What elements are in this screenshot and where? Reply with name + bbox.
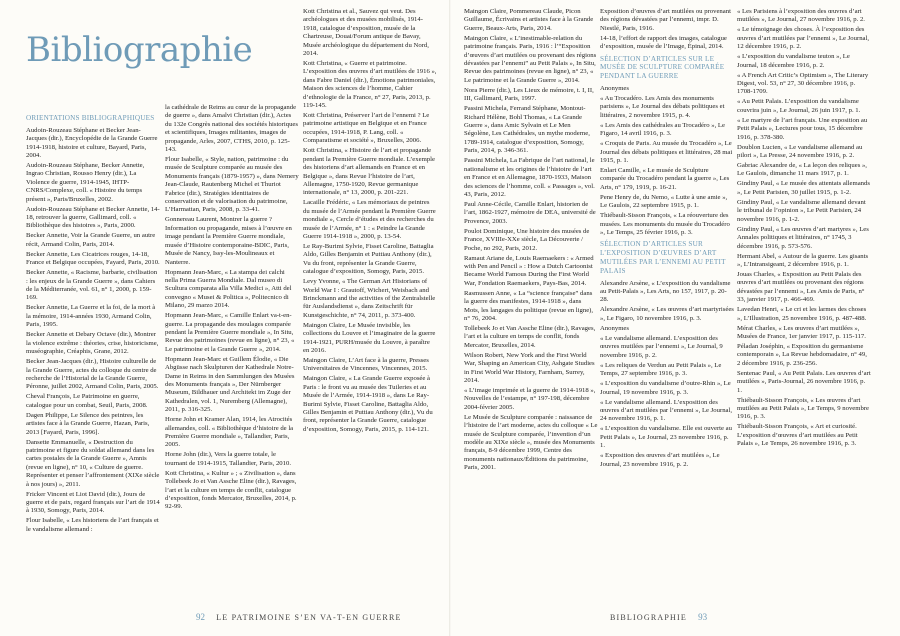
section-heading: SÉLECTION D’ARTICLES SUR LE MUSÉE DE SCULPTURE COMPARÉE PENDANT LA GUERRE — [600, 54, 725, 81]
bibliography-entry: Becker Annette, Voir la Grande Guerre, un autre récit, Armand Colin, Paris, 2014. — [26, 232, 156, 248]
bibliography-entry: « Croquis de Paris. Au musée du Trocadéro », Le Journal des débats politiques et littéraires, 28 mai 1915, p. 1. — [600, 140, 733, 165]
bibliography-entry: Dansette Emmanuelle, « Destruction du patrimoine et figure du soldat allemand dans les cartes postales de la Grande Guerre », Amnis (revue en ligne), n° 10, « Culture de guerre. Représenter et penser l’affrontement (XIXe siècle à nos jours) », 2011. — [26, 438, 160, 488]
bibliography-entry: Le Musée de Sculpture comparée : naissance de l’histoire de l’art moderne, actes du colloque « Le musée de Sculpture comparée, l’invention d’un modèle au XIXe siècle », musée des Monuments français, 8-9 décembre 1999, Centre des monuments nationaux/Éditions du patrimoine, Paris, 2001. — [464, 413, 598, 472]
bibliography-entry: Gindiny Paul, « Le vandalisme allemand devant le tribunal de l’opinion », Le Petit Parisien, 24 novembre 1916, p. 1-2. — [737, 198, 866, 223]
bibliography-entry: Becker Annette, La Guerre et la foi, de la mort à la mémoire, 1914-années 1930, Armand Colin, Paris, 1995. — [26, 304, 156, 329]
bibliography-entry: Ramaut Ariane de, Louis Raemaekers : « Armed with Pen and Pencil » : How a Dutch Cartoonist Became World Famous During the First World War, Fondation Raemaekers, Pays-Bas, 2014. — [464, 254, 594, 287]
bibliography-entry: « L’exposition du vandalisme d’outre-Rhin », Le Journal, 19 novembre 1916, p. 3. — [600, 380, 731, 396]
bibliography-entry: Becker Annette et Debary Octave (dir.), Montrer la violence extrême : théories, crise, historicisme, muséographie, Créaphis, Grane, 2012. — [26, 331, 159, 356]
bibliography-entry: Flour Isabelle, « Les historiens de l’art français et le vandalisme allemand : — [26, 517, 159, 533]
running-title: BIBLIOGRAPHIE — [610, 613, 687, 622]
bibliography-entry: Mérat Charles, « Les œuvres d’art mutilées », Musées de France, 1er janvier 1917, p. 115-117. — [737, 324, 866, 340]
right-page — [450, 0, 900, 636]
bibliography-entry: Gonnereau Laurent, Montrer la guerre ? Information ou propagande, mises à l’œuvre en image pendant la Première Guerre mondiale, musée d’Histoire contemporaine-BDIC, Paris, Musée de Nancy, Issy-les-Moulineaux et Nanterre. — [165, 216, 292, 266]
bibliography-entry: « Le vandalisme allemand. L’exposition des œuvres mutilées par l’ennemi », Le Journal, 9 novembre 1916, p. 2. — [600, 334, 723, 359]
bibliography-entry: « L’exposition du vandalisme teuton », Le Journal, 18 décembre 1916, p. 2. — [737, 53, 850, 69]
entry-list — [26, 127, 160, 534]
bibliography-entry: « Les Amis des cathédrales au Trocadéro », Le Figaro, 14 avril 1916, p. 3. — [600, 121, 725, 138]
entry-list — [165, 104, 299, 512]
bibliography-entry: « Au Trocadéro. Les Amis des monuments parisiens », Le Journal des débats politiques et littéraires, 2 novembre 1915, p. 4. — [600, 95, 725, 119]
bibliography-entry: « Au Petit Palais. L’exposition du vandalisme couvrira juin », Le Journal, 26 juin 1917, p. 1. — [737, 98, 861, 114]
bibliography-entry: Horne John et Kramer Alan, 1914, les Atrocités allemandes, coll. « Bibliothèque d’histoire de la Première Guerre mondiale », Tallandier, Paris, 2005. — [165, 416, 294, 449]
bibliography-entry: Sentenac Paul, « Au Petit Palais. Les œuvres d’art mutilées », Paris-Journal, 26 novembre 1916, p. 1. — [737, 369, 871, 394]
bibliography-entry: Becker Jean-Jacques (dir.), Histoire culturelle de la Grande Guerre, actes du colloque du centre de recherche de l’Historial de la Grande Guerre, Péronne, juillet 2002, Armand Colin, Paris, 2005. — [26, 358, 159, 391]
bibliography-entry: Gindiny Paul, « Le musée des attentats allemands », Le Petit Parisien, 30 juillet 1915, p. 1-2. — [737, 180, 870, 196]
page-number: 92 — [196, 612, 205, 622]
bibliography-entry: Audoin-Rouzeau Stéphane, Becker Annette, Ingrao Christian, Rousso Henry (dir.), La Violence de guerre, 1914-1945, IHTP-CNRS/Complexe, coll. « Histoire du temps présent », Paris/Bruxelles, 2002. — [26, 162, 145, 203]
bibliography-column-6 — [737, 8, 871, 450]
running-title: LE PATRIMOINE S’EN VA-T-EN GUERRE — [216, 613, 402, 622]
bibliography-column-5 — [600, 8, 734, 471]
bibliography-entry: Maingon Claire, Le Musée invisible, les collections du Louvre et l’imaginaire de la guerre 1914-1921, PURH/musée du Louvre, à paraître en 2016. — [303, 321, 436, 354]
bibliography-entry: Hopmann Jean-Marc, « La stampa dei calchi nella Prima Guerra Mondiale. Dal museo di Scultura comparata alla Villa Medici », Atti del convegno « Musei & Politica », Politecnico di Milano, 29 marzo 2014. — [165, 268, 292, 310]
bibliography-entry: Thiébault-Sisson François, « Les œuvres d’art mutilées au Petit Palais », Le Temps, 9 novembre 1916, p. 3. — [737, 396, 870, 421]
bibliography-entry: Maingon Claire, « L’inestimable-relation du patrimoine français. Paris, 1916 : l’“Exposition d’œuvres d’art mutilées ou provenant des régions dévastées par l’ennemi” au Petit Palais », In Situ, Revue des patrimoines (revue en ligne), n° 23, « Le patrimoine et la Grande Guerre », 2014. — [464, 34, 597, 84]
bibliography-entry: Maingon Claire, L’Art face à la guerre, Presses Universitaires de Vincennes, Vincennes, 2015. — [303, 357, 429, 373]
bibliography-entry: Pene Henry de, du Nemo, « Lutte à une amie », Le Gaulois, 22 septembre 1915, p. 1. — [600, 193, 728, 210]
bibliography-entry: Anonymes — [600, 85, 629, 93]
bibliography-entry: Alexandre Arsène, « L’exposition du vandalisme au Petit-Palais », Les Arts, no 157, 1917, p. 20-28. — [600, 279, 731, 304]
bibliography-entry: « Le martyre de l’art français. Une exposition au Petit Palais », Lectures pour tous, 15 décembre 1916, p. 378-380. — [737, 116, 868, 141]
bibliography-entry: Horne John (dir.), Vers la guerre totale, le tournant de 1914-1915, Tallandier, Paris, 2010. — [165, 451, 291, 467]
bibliography-entry: Becker Annette, « Racisme, barbarie, civilisation : les enjeux de la Grande Guerre », dans Cahiers de la Méditerranée, vol. 61, n° 1, 2000, p. 159-169. — [26, 269, 158, 302]
bibliography-entry: Kott Christina et al., Sauvez qui veut. Des archéologues et des musées mobilisés, 1914-1918, catalogue d’exposition, musée de la Chartreuse, Douai/Forum antique de Bavay, Musée archéologique du département du Nord, 2014. — [303, 8, 429, 58]
page-folio-right — [610, 612, 715, 622]
bibliography-entry: « Les reliques de Verdun au Petit Palais », Le Temps, 27 septembre 1916, p. 3. — [600, 361, 722, 378]
bibliography-entry: Thiébault-Sisson François, « La réouverture des musées. Les monuments du musée du Trocadéro », Le Temps, 25 février 1916, p. 3. — [600, 212, 730, 237]
bibliography-entry: Exposition d’œuvres d’art mutilées ou provenant des régions dévastées par l’ennemi, impr. D. Niestlé, Paris, 1916. — [600, 8, 731, 32]
bibliography-entry: Passini Michela, Ferrand Stéphane, Montout-Richard Hélène, Bohl Thomas, « La Grande Guerre », dans Amic Sylvain et Le Men Ségolène, Les Cathédrales, un mythe moderne, 1789-1914, catalogue d’exposition, Somogy, Paris, 2014, p. 346-361. — [464, 105, 590, 155]
bibliography-entry: « A French Art Critic’s Optimism », The Literary Digest, vol. 53, n° 27, 30 décembre 1916, p. 1708-1709. — [737, 71, 869, 96]
bibliography-entry: Anonymes — [600, 324, 629, 332]
bibliography-entry: Lacaille Frédéric, « Les mémoriaux de peintres du musée de l’Armée pendant la Première Guerre mondiale », Cercle d’études et des recherches du musée de l’Armée, n° 1 : « Peindre la Grande Guerre 1914-1918 », 2000, p. 13-54. — [303, 199, 436, 240]
bibliography-entry: Becker Annette, Les Cicatrices rouges, 14-18, France et Belgique occupées, Fayard, Paris, 2010. — [26, 250, 160, 267]
bibliography-entry: Doublon Lucien, « Le vandalisme allemand au pilori », La Presse, 24 novembre 1916, p. 2. — [737, 143, 863, 160]
bibliography-entry: Rasmussen Anne, « La “science française” dans la guerre des manifestes, 1914-1918 », dans Mots, les langages du politique (revue en ligne), n° 76, 2004. — [464, 289, 594, 322]
bibliography-entry: Kott Christina, « Guerre et patrimoine. L’exposition des œuvres d’art mutilées de 1916 », dans Fabre Daniel (dir.), Émotions patrimoniales, Maison des sciences de l’homme, Cahier d’ethnologie de la France, n° 27, Paris, 2013, p. 119-145. — [303, 60, 437, 110]
bibliography-entry: Kott Christina, « Kultur » ; « Zivilisation », dans Tollebeek Jo et Van Assche Eline (dir.), Ravages, l’art et la culture en temps de conflit, catalogue d’exposition, fonds Mercator, Bruxelles, 2014, p. 92-99. — [165, 469, 297, 511]
bibliography-entry: Wilson Robert, New York and the First World War, Shaping an American City, Ashgate Studies in First World War History, Farnham, Surrey, 2014. — [464, 351, 595, 384]
entry-list — [464, 8, 598, 473]
bibliography-entry: Audoin-Rouzeau Stéphane et Becker Jean-Jacques (dir.), Encyclopédie de la Grande Guerre 1914-1918, histoire et culture, Bayard, Paris, 2004. — [26, 126, 158, 160]
bibliography-entry: « Les Parisiens à l’exposition des œuvres d’art mutilées », Le Journal, 27 novembre 1916, p. 2. — [737, 8, 865, 24]
bibliography-entry: Cheval François, Le Patrimoine en guerre, catalogue pour un combat, Seuil, Paris, 2008. — [26, 393, 148, 409]
bibliography-entry: Flour Isabelle, « Style, nation, patrimoine : du musée de Sculpture comparée au musée des Monuments français (1879-1957) », dans Nemery Jean-Claude, Rautenberg Michel et Thuriot Fabrice (dir.), Stratégies identitaires de conservation et de valorisation du patrimoine, L’Harmattan, Paris, 2008, p. 33-41. — [165, 156, 299, 214]
section-heading: ORIENTATIONS BIBLIOGRAPHIQUES — [26, 114, 155, 122]
bibliography-entry: Tollebeek Jo et Van Assche Eline (dir.), Ravages, l’art et la culture en temps de conflit, fonds Mercator, Bruxelles, 2014. — [464, 324, 596, 349]
bibliography-entry: Hopmann Jean-Marc et Guillem Élodie, « Die Abgüsse nach Skulpturen der Kathedrale Notre-Dame in Reims in den Sammlungen des Musées des Monuments français », Der Nürnberger Museum, Bildhauer und Architekt im Zuge der Kathedralen, vol. 1, Nuremberg (Allemagne), 2011, p. 316-325. — [165, 355, 295, 414]
page-title: Bibliographie — [26, 30, 253, 70]
entry-list — [737, 8, 871, 449]
bibliography-entry: Péladan Joséphin, « Exposition du germanisme contemporain », La Revue hebdomadaire, n° 49, 2 décembre 1916, p. 236-256. — [737, 342, 867, 367]
bibliography-entry: Le Ray-Burimi Sylvie, Fisset Caroline, Battaglia Aldo, Gilles Benjamin et Puttiau Anthony (dir.), Vu du front, représenter la Grande Guerre, catalogue d’exposition, Somogy, Paris, 2015. — [303, 242, 434, 276]
bibliography-entry: Paul Anne-Cécile, Camille Enlart, historien de l’art, 1862-1927, mémoire de DEA, université de Provence, 2003. — [464, 200, 596, 225]
bibliography-entry: Dagen Philippe, Le Silence des peintres, les artistes face à la Grande Guerre, Hazan, Paris, 2013 [Fayard, Paris, 1996]. — [26, 411, 150, 436]
bibliography-entry: Jouas Charles, « Exposition au Petit Palais des œuvres d’art mutilées ou provenant des régions dévastées par l’ennemi », Les Amis de Paris, n° 33, janvier 1917, p. 466-469. — [737, 270, 865, 304]
bibliography-entry: Audoin-Rouzeau Stéphane et Becker Annette, 14-18, retrouver la guerre, Gallimard, coll. « Bibliothèque des histoires », Paris, 2000. — [26, 205, 160, 230]
bibliography-entry: Maingon Claire, « La Grande Guerre exposée à Paris : le front vu au musée des Tuileries et au Musée de l’Armée, 1914-1918 », dans Le Ray-Burimi Sylvie, Fisset Caroline, Battaglia Aldo, Gilles Benjamin et Puttiau Anthony (dir.), Vu du front, représenter la Grande Guerre, catalogue d’exposition, Somogy, Paris, 2015, p. 114-121. — [303, 375, 433, 433]
bibliography-column-1 — [26, 114, 160, 536]
bibliography-entry: Fricker Vincent et Liot David (dir.), Jours de guerre et de paix, regard français sur l’art de 1914 à 1930, Somogy, Paris, 2014. — [26, 490, 160, 515]
bibliography-entry: Hermant Abel, « Autour de la guerre. Les gisants », L’Intransigeant, 2 décembre 1916, p. 1. — [737, 252, 869, 268]
bibliography-entry: Kott Christina, « Histoire de l’art et propagande pendant la Première Guerre mondiale. L’exemple des historiens d’art allemands en France et en Belgique », dans Revue l’histoire de l’art, Allemagne, 1750-1920, Revue germanique internationale, n° 13, 2000, p. 201-221. — [303, 147, 435, 197]
page-number: 93 — [698, 612, 708, 622]
bibliography-entry: Lavedan Henri, « Le cri et les larmes des choses », L’Illustration, 25 novembre 1916, p. 487-488. — [737, 306, 867, 322]
bibliography-entry: la cathédrale de Reims au cœur de la propagande de guerre », dans Amalvi Christian (dir.), Actes du 132e Congrès national des sociétés historiques et scientifiques, Images militantes, images de propagande, Arles, 2007, CTHS, 2010, p. 125-143. — [165, 104, 298, 154]
page-folio-left — [188, 612, 402, 622]
bibliography-entry: « Le témoignage des choses. À l’exposition des œuvres d’art mutilées par l’ennemi », Le Journal, 12 décembre 1916, p. 2. — [737, 26, 870, 51]
entry-list — [600, 8, 734, 52]
bibliography-entry: Thiébault-Sisson François, « Art et curiosité. L’exposition d’œuvres d’art mutilées au Petit Palais », Le Temps, 26 novembre 1916, p. 3. — [737, 423, 858, 448]
bibliography-entry: Kott Christina, Préserver l’art de l’ennemi ? Le patrimoine artistique en Belgique et en France occupées, 1914-1918, P. Lang, coll. « Comparatisme et société », Bruxelles, 2006. — [303, 112, 430, 145]
bibliography-column-3 — [303, 8, 437, 436]
bibliography-entry: « Exposition des œuvres d’art mutilées », Le Journal, 23 novembre 1916, p. 2. — [600, 452, 720, 468]
bibliography-entry: Maingon Claire, Pommereau Claude, Picon Guillaume, Écrivains et artistes face à la Grande Guerre, Beaux-Arts, Paris, 2014. — [464, 8, 594, 32]
bibliography-column-2 — [165, 104, 299, 513]
entry-list — [600, 85, 734, 237]
bibliography-column-4 — [464, 8, 598, 474]
bibliography-entry: « L’image imprimée et la guerre de 1914-1918 », Nouvelles de l’estampe, n° 197-198, décembre 2004-février 2005. — [464, 387, 596, 411]
bibliography-entry: Enlart Camille, « Le musée de Sculpture comparée du Trocadéro pendant la guerre », Les Arts, n° 179, 1919, p. 16-21. — [600, 167, 730, 191]
bibliography-entry: Gindiny Paul, « Les œuvres d’art martyres », Les Annales politiques et littéraires, n° 1745, 3 décembre 1916, p. 573-576. — [737, 225, 869, 250]
bibliography-entry: « L’exposition du vandalisme. Elle est ouverte au Petit Palais », Le Journal, 23 novembre 1916, p. 1. — [600, 425, 732, 450]
bibliography-entry: Levy Yvonne, « The German Art Historians of World War I : Grautoff, Wichert, Weisbach and Brinckmann and the activities of the Zentralstelle für Auslandsdienst », dans Zeitschrift für Kunstgeschichte, n° 74, 2011, p. 373-400. — [303, 278, 436, 319]
bibliography-entry: Passini Michela, La Fabrique de l’art national, le nationalisme et les origines de l’histoire de l’art en France et en Allemagne, 1870-1933, Maison des sciences de l’homme, coll. « Passages », vol. 43, Paris, 2012. — [464, 157, 595, 198]
section-heading: SÉLECTION D’ARTICLES SUR L’EXPOSITION D’ŒUVRES D’ART MUTILÉES PAR L’ENNEMI AU PETIT PALAIS — [600, 240, 726, 275]
bibliography-entry: Nora Pierre (dir.), Les Lieux de mémoire, t. I, II, III, Gallimard, Paris, 1997. — [464, 86, 594, 103]
bibliography-entry: 14-18, l’effort de rapport des images, catalogue d’exposition, musée de l’Image, Épinal, 2014. — [600, 34, 727, 51]
bibliography-entry: Hopmann Jean-Marc, « Camille Enlart va-t-en-guerre. La propagande des moulages comparée pendant la Première Guerre mondiale », In Situ, Revue des patrimoines (revue en ligne), n° 23, « Le patrimoine et la Grande Guerre », 2014. — [165, 312, 295, 353]
entry-list — [600, 280, 734, 469]
bibliography-entry: « Le vandalisme allemand. L’exposition des œuvres d’art mutilées par l’ennemi », Le Journal, 24 novembre 1916, p. 1. — [600, 398, 733, 423]
bibliography-entry: Gabriac Alexandre de, « La leçon des reliques », Le Gaulois, dimanche 11 mars 1917, p. 1. — [737, 162, 867, 178]
bibliography-entry: Alexandre Arsène, « Les œuvres d’art martyrisées », Le Figaro, 10 novembre 1916, p. 3. — [600, 306, 734, 322]
bibliography-entry: Poulot Dominique, Une histoire des musées de France, XVIIIe-XXe siècle, La Découverte / Poche, no 292, Paris, 2012. — [464, 227, 590, 252]
entry-list — [303, 8, 437, 434]
